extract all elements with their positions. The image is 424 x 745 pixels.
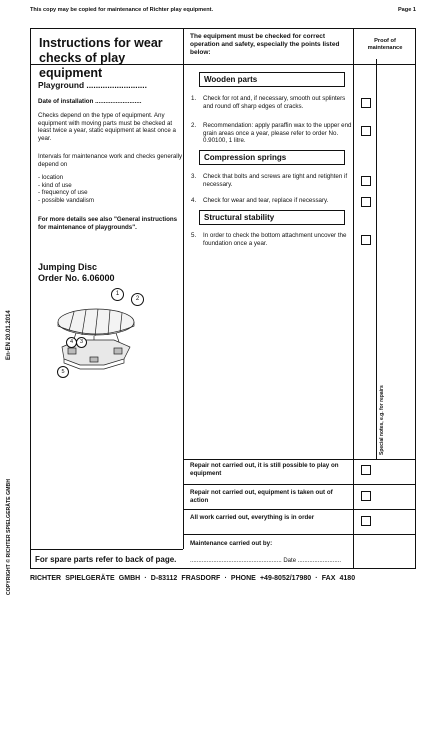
item-number-4: 4. [191,197,197,204]
status-checkbox-all-done[interactable] [361,516,371,526]
order-number: Order No. 6.06000 [38,273,115,283]
disc-top [58,309,134,335]
factor-frequency: - frequency of use [38,189,88,197]
section-compression-springs: Compression springs [199,150,345,165]
check-item-5 [191,232,351,248]
status-playable: Repair not carried out, it is still possible to play on equipment [190,462,339,477]
side-doc-id [6,310,18,460]
item-number-3: 3. [191,173,197,180]
check-item-4 [191,197,351,207]
item-text-4: Check for wear and tear, replace if necessary. [203,197,329,204]
section-structural-stability: Structural stability [199,210,345,225]
copy-notice-text: This copy may be copied for maintenance of Richter play equipment. [30,7,214,13]
page-title: Instructions for wear checks of play equipment [39,36,163,80]
installation-date-text: Date of installation ........................... [38,98,142,105]
copyright-text: COPYRIGHT © RICHTER SPIELGERÄTE GMBH [6,479,12,595]
more-details-note: For more details see also "General instructions for maintenance of playgrounds". [38,216,178,231]
special-notes-column [379,385,389,535]
spare-parts-note: For spare parts refer to back of page. [35,555,177,564]
check-heading: The equipment must be checked for correct operation and safety, especially the points listed below: [190,33,340,56]
status-all-done: All work carried out, everything is in order [190,514,315,521]
factor-location: - location [38,174,64,181]
page-number: Page 1 [397,7,416,13]
heading-rule [183,64,415,65]
divider-notes [376,59,377,459]
proof-checkbox-4[interactable] [361,197,371,207]
divider-proof [353,29,354,568]
item-text-1: Check for rot and, if necessary, smooth out splinters and round off sharp edges of cracks. [203,95,346,110]
item-number-1: 1. [191,95,197,102]
callout-5: 5 [57,366,69,378]
factor-vandalism: - possible vandalism [38,196,95,204]
installation-date-field [38,98,183,106]
proof-checkbox-2[interactable] [361,126,371,136]
item-number-2: 2. [191,122,197,129]
playground-field: Playground .......................... [38,80,147,90]
status-checkbox-playable[interactable] [361,465,371,475]
copy-notice [30,7,416,13]
callout-3: 3 [76,337,87,348]
callout-2: 2 [131,293,144,306]
item-text-3: Check that bolts and screws are tight and retighten if necessary. [203,173,348,188]
spare-rule [31,549,183,550]
divider-left [183,29,184,549]
callout-4: 4 [66,337,77,348]
maintenance-label: Maintenance carried out by: [190,540,273,547]
product-block [38,262,183,284]
proof-heading: Proof of maintenance [367,38,403,51]
company-footer: RICHTER SPIELGERÄTE GMBH · D-83112 FRASDORF · PHONE +49-8052/17980 · FAX 4180 [30,575,356,582]
status-checkbox-out-of-action[interactable] [361,491,371,501]
intervals-paragraph: Intervals for maintenance work and checks generally depend on [38,153,183,168]
checks-paragraph: Checks depend on the type of equipment. Any equipment with moving parts must be checked at least twice a year, static equipment at least once a year. [38,112,176,142]
check-item-2 [191,122,351,146]
factor-kind-of-use: - kind of use [38,181,72,189]
factors-list [38,174,183,204]
check-item-3 [191,173,351,189]
item-text-2: Recommendation: apply paraffin wax to the upper end grain areas once a year, please refer to order No. 0.90100, 1 litre. [203,122,352,144]
section-wooden-parts: Wooden parts [199,72,345,87]
proof-checkbox-5[interactable] [361,235,371,245]
check-item-1 [191,95,351,111]
callout-1: 1 [111,288,124,301]
item-text-5: In order to check the bottom attachment uncover the foundation once a year. [203,232,347,247]
doc-id-text: En-EN 20.01.2014 [6,310,12,360]
maintenance-signature-line[interactable]: ....................................................... Date .......................... [190,558,342,564]
proof-checkbox-1[interactable] [361,98,371,108]
special-notes-label: Special notes, e.g. for repairs [379,385,385,455]
item-number-5: 5. [191,232,197,239]
side-copyright [6,479,18,745]
proof-checkbox-3[interactable] [361,176,371,186]
status-out-of-action: Repair not carried out, equipment is taken out of action [190,489,333,504]
product-name: Jumping Disc [38,262,98,272]
